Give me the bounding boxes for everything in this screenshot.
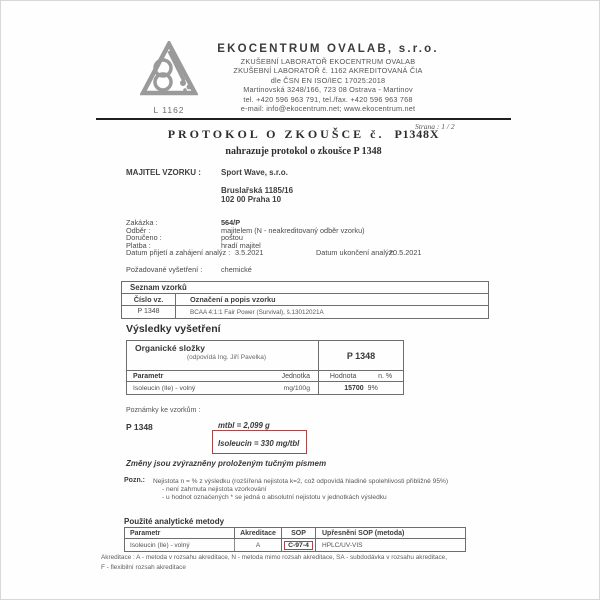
- remark-line: - u hodnot označených * se jedná o absolutní nejistotu v jednotkách výsledku: [162, 494, 387, 501]
- order-value: poštou: [221, 233, 243, 242]
- order-value: majitelem (N - neakreditovaný odběr vzorku): [221, 226, 365, 235]
- header-divider-rule: [96, 118, 511, 120]
- table-row: [122, 306, 488, 318]
- order-label: Zakázka :: [126, 218, 158, 227]
- letterhead-line: Martinovská 3248/166, 723 08 Ostrava - Martinov: [243, 85, 413, 95]
- date-end-label: Datum ukončení analýz:: [316, 248, 395, 257]
- letterhead-line: tel. +420 596 963 791, tel./fax. +420 596 963 768: [243, 94, 413, 104]
- owner-address-line1: Bruslařská 1185/16: [221, 186, 294, 195]
- notes-heading: Poznámky ke vzorkům :: [126, 407, 201, 414]
- remark-line: Nejistota n = % z výsledku (rozšířená nejistota k=2, což odpovídá hladině spolehlivosti přibližně 95%): [153, 477, 449, 485]
- methods-col-sop-header: SOP: [282, 528, 316, 538]
- date-end-value: 20.5.2021: [389, 248, 422, 257]
- letterhead-line: ZKUŠEBNÍ LABORATOŘ č. 1162 AKREDITOVANÁ ČIA: [233, 66, 423, 76]
- remark-line: - není zahrnuta nejistota vzorkování: [162, 486, 267, 493]
- letterhead-line: dle ČSN EN ISO/IEC 17025:2018: [270, 75, 386, 85]
- results-row-left: [127, 382, 319, 394]
- letterhead-line: ZKUŠEBNÍ LABORATOŘ EKOCENTRUM OVALAB: [240, 57, 416, 66]
- methods-col-detail-header: Upřesnění SOP (metoda): [322, 529, 405, 537]
- samples-col-desc-header: Označení a popis vzorku: [190, 295, 276, 304]
- owner-name: Sport Wave, s.r.o.: [221, 168, 288, 177]
- order-label: Platba :: [126, 240, 151, 250]
- results-table: [126, 340, 404, 395]
- page-number: Strana : 1 / 2: [415, 122, 455, 131]
- results-group-cell: [127, 341, 319, 370]
- note-isoleucine-content: Isoleucin = 330 mg/tbl: [218, 438, 300, 448]
- results-col-n-header: n. %: [378, 372, 393, 380]
- methods-col-accred-header: Akreditace: [235, 528, 282, 538]
- note-tablet-mass: mtbl = 2,099 g: [218, 421, 270, 430]
- methods-table: [124, 527, 466, 552]
- results-header-right: [319, 373, 403, 380]
- accreditation-footnote-line1: Akreditace : A - metoda v rozsahu akreditace, N - metoda mimo rozsah akreditace, SA - subdodávka v rozsahu akreditace,: [101, 554, 447, 561]
- result-unit: mg/100g: [283, 384, 310, 392]
- remark-label: Pozn.:: [124, 477, 145, 484]
- document-subtitle: nahrazuje protokol o zkoušce P 1348: [225, 146, 382, 157]
- method-sop-cell: [282, 539, 316, 551]
- results-group-responsible: (odpovídá Ing. Jiří Pavelka): [186, 354, 267, 361]
- laboratory-letterhead: [193, 43, 463, 113]
- result-value: 15700: [344, 384, 364, 392]
- document-title-text: PROTOKOL O ZKOUŠCE č.: [167, 127, 385, 141]
- order-label: Doručeno :: [126, 233, 162, 242]
- company-name: EKOCENTRUM OVALAB, s.r.o.: [217, 43, 439, 55]
- sample-description: BCAA 4:1:1 Fair Power (Survival), š.13012021A: [190, 308, 324, 316]
- results-table-group-row: [127, 341, 403, 371]
- samples-table: [121, 281, 489, 319]
- accreditation-footnote-line2: F - flexibilní rozsah akreditace: [101, 564, 186, 571]
- sample-id: P 1348: [122, 306, 176, 318]
- method-parameter: Isoleucin (Ile) - volný: [125, 539, 235, 551]
- date-start-label: Datum přijetí a zahájení analýz :: [126, 248, 231, 257]
- accreditation-logo: [138, 41, 200, 115]
- notes-sample-id: P 1348: [126, 422, 153, 432]
- results-col-param-header: Parametr: [133, 372, 164, 380]
- results-col-unit-header: Jednotka: [281, 372, 310, 380]
- results-col-value-header: Hodnota: [329, 372, 357, 380]
- methods-col-param-header: Parametr: [125, 528, 235, 538]
- order-value: 564/P: [221, 218, 241, 227]
- method-technique: HPLC/UV-VIS: [322, 541, 363, 549]
- protocol-number: P1348X: [394, 127, 440, 141]
- order-label: Odběr :: [126, 226, 151, 235]
- owner-address-line2: 102 00 Praha 10: [221, 195, 282, 204]
- table-row: [125, 539, 465, 551]
- samples-col-id-header: Číslo vz.: [122, 294, 176, 305]
- results-table-header: [127, 371, 403, 382]
- document-title: [96, 127, 511, 142]
- results-group-title: Organické složky: [135, 343, 205, 353]
- result-uncertainty: 9%: [367, 384, 378, 392]
- requested-exam-label: Požadované vyšetření :: [126, 265, 203, 274]
- note-highlight-box: [212, 430, 307, 454]
- table-row: [127, 382, 403, 394]
- owner-label: MAJITEL VZORKU :: [126, 168, 201, 177]
- order-value: hradí majitel: [221, 240, 261, 250]
- results-sample-id: P 1348: [346, 350, 376, 361]
- method-accreditation: A: [235, 539, 282, 551]
- result-parameter: Isoleucin (Ile) - volný: [133, 384, 196, 392]
- results-heading: Výsledky vyšetření: [126, 323, 221, 335]
- methods-heading: Použité analytické metody: [124, 517, 225, 526]
- requested-exam-value: chemické: [221, 265, 252, 274]
- samples-table-header: [122, 294, 488, 306]
- date-start-value: 3.5.2021: [235, 248, 264, 257]
- results-header-left: [127, 371, 319, 381]
- letterhead-line: e-mail: info@ekocentrum.net; www.ekocentrum.net: [240, 104, 416, 114]
- accreditation-number: L 1162: [153, 105, 185, 115]
- methods-table-header: [125, 528, 465, 539]
- samples-table-title: Seznam vzorků: [122, 282, 488, 294]
- method-sop-code: C-97-4: [284, 541, 313, 550]
- changes-note: Změny jsou zvýrazněny proloženým tučným písmem: [126, 459, 327, 468]
- cia-triangle-logo-icon: [140, 41, 198, 99]
- results-row-right: [319, 385, 403, 392]
